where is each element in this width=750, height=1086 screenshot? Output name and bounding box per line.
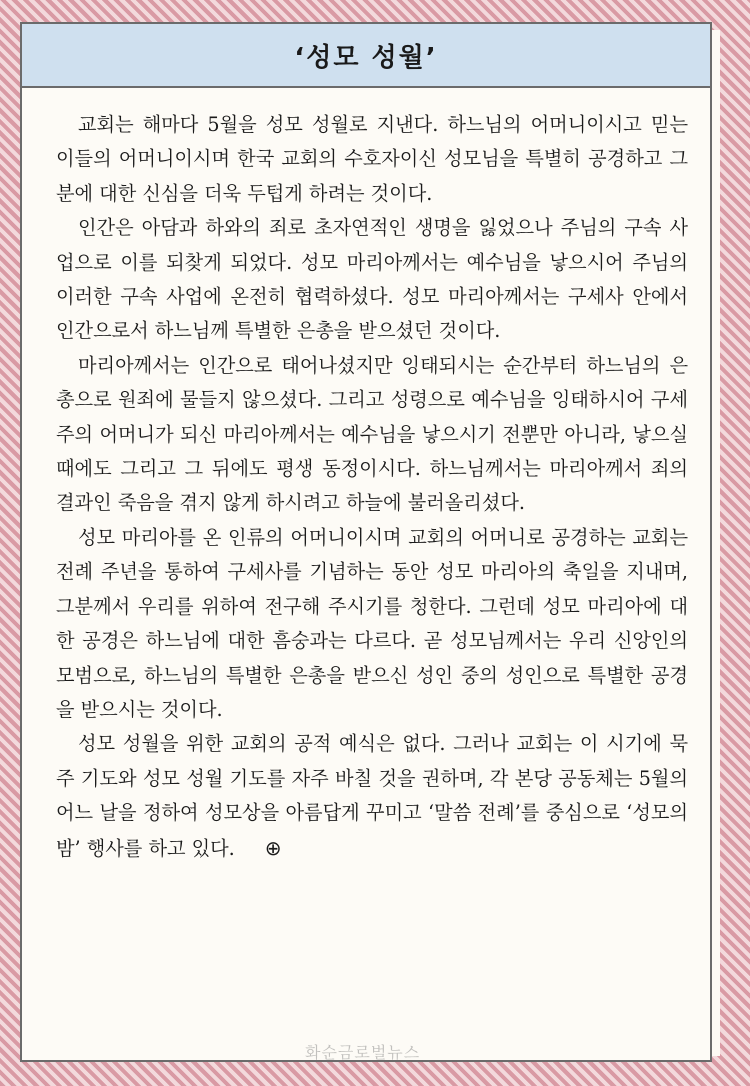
article-body — [56, 108, 688, 866]
paragraph-2: 인간은 아담과 하와의 죄로 초자연적인 생명을 잃었으나 주님의 구속 사업으로 이를 되찾게 되었다. 성모 마리아께서는 예수님을 낳으시어 주님의 이러한 구속 사업에 온전히 협력하셨다. 성모 마리아께서는 구세사 안에서 인간으로서 하느님께 특별한 은총을 받으셨던 것이다. — [56, 216, 688, 343]
paragraph-1: 교회는 해마다 5월을 성모 성월로 지낸다. 하느님의 어머니이시고 믿는 이들의 어머니이시며 한국 교회의 수호자이신 성모님을 특별히 공경하고 그분에 대한 신심을 더욱 두텁게 하려는 것이다. — [56, 113, 688, 205]
paragraph-5-text: 성모 성월을 위한 교회의 공적 예식은 없다. 그러나 교회는 이 시기에 묵주 기도와 성모 성월 기도를 자주 바칠 것을 권하며, 각 본당 공동체는 5월의 어느 날을 정하여 성모상을 아름답게 꾸미고 ‘말씀 전례’를 중심으로 ‘성모의 밤’ 행사를 하고 있다. — [56, 732, 688, 860]
paragraph-5 — [56, 727, 688, 866]
paragraph-3: 마리아께서는 인간으로 태어나셨지만 잉태되시는 순간부터 하느님의 은총으로 원죄에 물들지 않으셨다. 그리고 성령으로 예수님을 잉태하시어 구세주의 어머니가 되신 마리아께서는 예수님을 낳으시기 전뿐만 아니라, 낳으실 때에도 그리고 그 뒤에도 평생 동정이시다. 하느님께서는 마리아께서 죄의 결과인 죽음을 겪지 않게 하시려고 하늘에 불러올리셨다. — [56, 353, 688, 515]
article-title: ‘성모 성월’ — [294, 42, 438, 73]
title-banner — [22, 24, 710, 88]
paragraph-4: 성모 마리아를 온 인류의 어머니이시며 교회의 어머니로 공경하는 교회는 전례 주년을 통하여 구세사를 기념하는 동안 성모 마리아의 축일을 지내며, 그분께서 우리를 위하여 전구해 주시기를 청한다. 그런데 성모 마리아에 대한 공경은 하느님에 대한 흠숭과는 다르다. 곧 성모님께서는 우리 신앙인의 모범으로, 하느님의 특별한 은총을 받으신 성인 중의 성인으로 특별한 공경을 받으시는 것이다. — [56, 525, 688, 721]
end-mark-icon: ⊕ — [264, 835, 282, 860]
watermark: 화순금로벌뉴스 — [305, 1043, 421, 1062]
article-frame — [20, 22, 712, 1062]
